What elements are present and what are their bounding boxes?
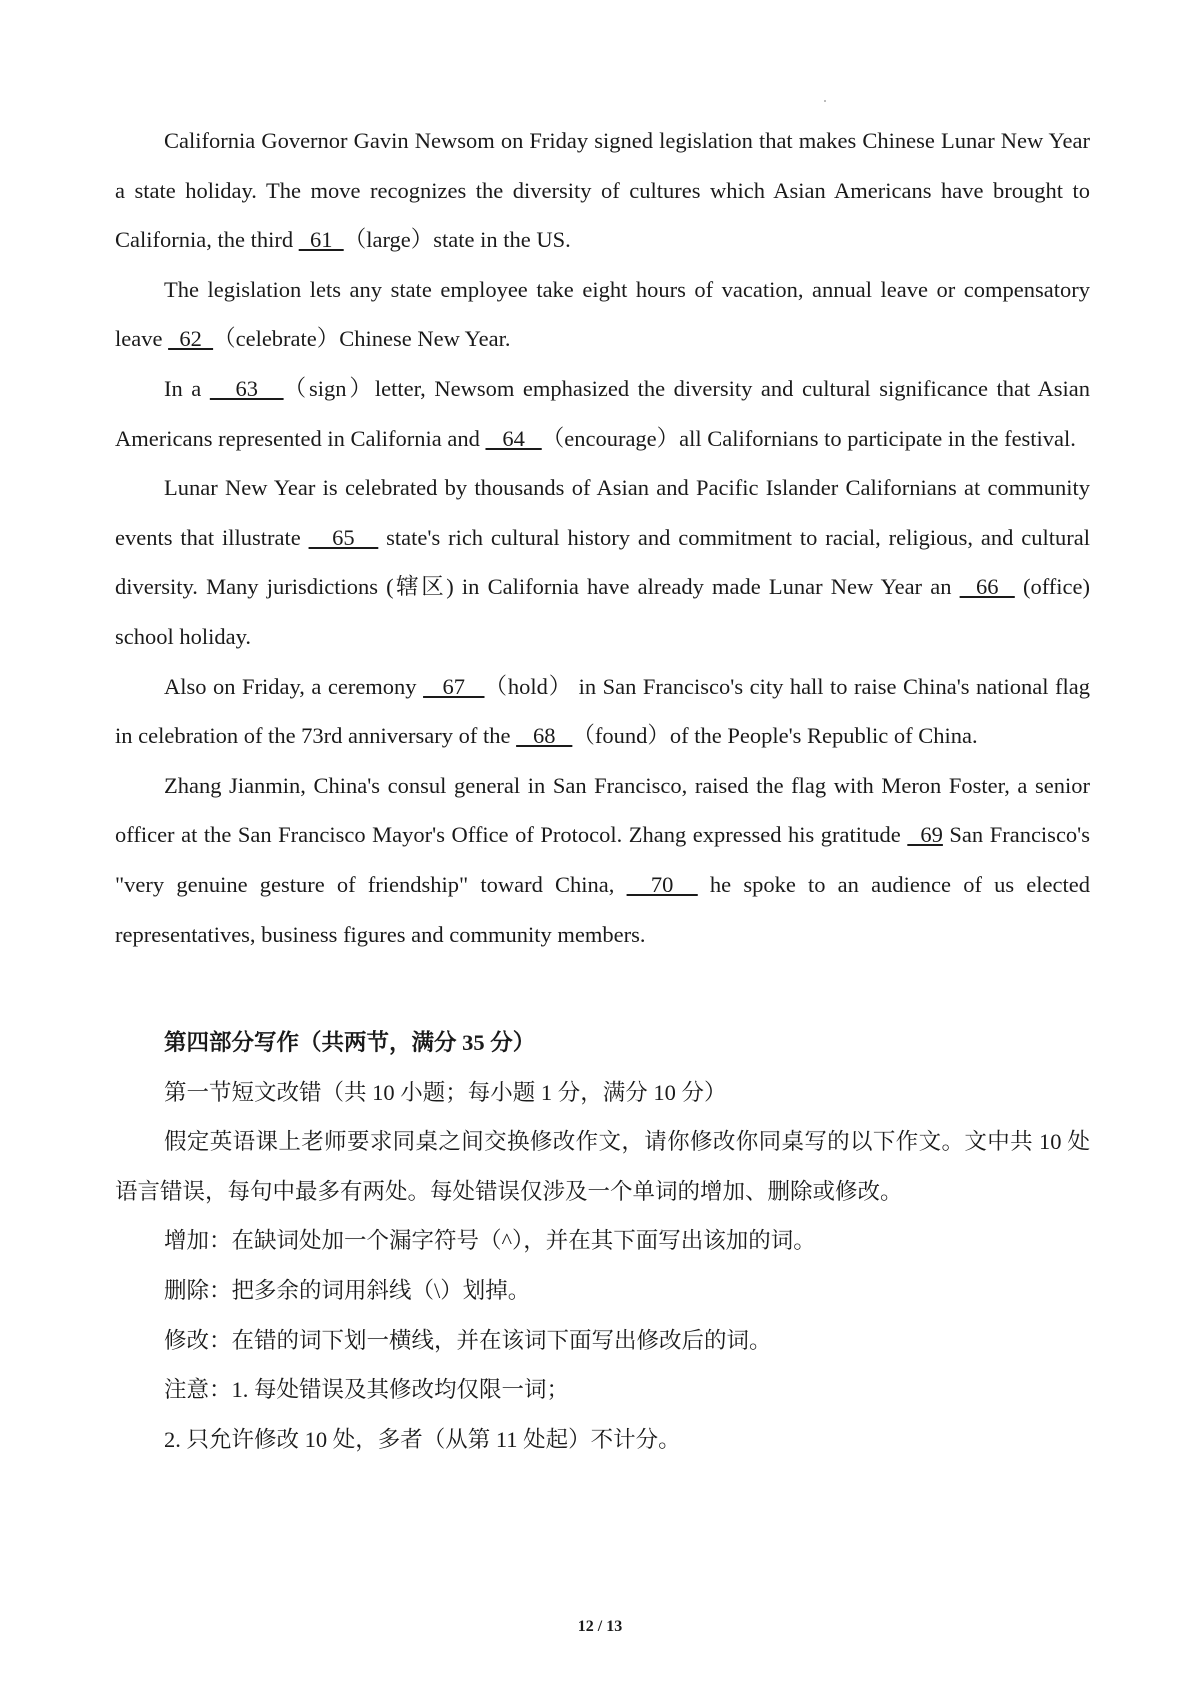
- paragraph-text: The legislation lets any state employee take eight hours of vacation, annual leave or compensatory leave: [115, 276, 1090, 352]
- blank-70: 70: [626, 871, 698, 897]
- paragraph-text: San Francisco's "very genuine gesture of friendship" toward China,: [115, 822, 1090, 897]
- paragraph-text: （hold） in San Francisco's city hall to raise China's national flag in celebration of the 73rd anniversary of the: [115, 673, 1090, 749]
- blank-69: 69: [907, 822, 943, 848]
- paragraph-4: [115, 463, 1090, 661]
- paragraph-text: he spoke to an audience of us elected representatives, business figures and community members.: [115, 871, 1090, 947]
- paragraph-text: （celebrate）Chinese New Year.: [213, 326, 511, 352]
- paragraph-6: [115, 761, 1090, 959]
- blank-61: 61: [298, 227, 344, 253]
- document-page: [115, 116, 1090, 1464]
- paragraph-5: [115, 662, 1090, 761]
- note-1: 注意：1. 每处错误及其修改均仅限一词；: [164, 1377, 570, 1403]
- paragraph-2: [115, 265, 1090, 364]
- paragraph-text: (office) school holiday.: [115, 574, 1091, 649]
- paragraph-text: （encourage）all Californians to participate in the festival.: [541, 425, 1076, 451]
- blank-68: 68: [516, 723, 573, 749]
- blank-63: 63: [209, 375, 284, 401]
- paragraph-text: In a: [164, 375, 210, 401]
- rule-modify: 修改：在错的词下划一横线，并在该词下面写出修改后的词。: [164, 1327, 772, 1353]
- paragraph-1: [115, 116, 1090, 265]
- blank-62: 62: [168, 326, 214, 352]
- blank-65: 65: [308, 524, 379, 550]
- blank-64: 64: [485, 425, 542, 451]
- sub-heading: 第一节短文改错（共 10 小题；每小题 1 分，满分 10 分）: [164, 1079, 727, 1105]
- page-number: 12 / 13: [577, 1618, 623, 1635]
- paragraph-text: （found）of the People's Republic of China.: [572, 723, 978, 749]
- note-2: 2. 只允许修改 10 处，多者（从第 11 处起）不计分。: [164, 1426, 681, 1452]
- paragraph-text: California Governor Gavin Newsom on Friday signed legislation that makes Chinese Lunar New Year a state holiday. The move recognizes the diversity of cultures which Asian Americans have brought to California, the third: [115, 128, 1090, 253]
- writing-section: [115, 1018, 1090, 1464]
- paragraph-text: （large）state in the US.: [343, 227, 571, 253]
- paragraph-text: Also on Friday, a ceremony: [164, 673, 424, 699]
- section-heading: 第四部分写作（共两节，满分 35 分）: [164, 1030, 536, 1056]
- paragraph-3: [115, 364, 1090, 463]
- blank-67: 67: [423, 673, 485, 699]
- paragraph-text: （sign）letter, Newsom emphasized the diversity and cultural significance that Asian Americans represented in California and: [115, 375, 1091, 451]
- rule-add: 增加：在缺词处加一个漏字符号（^），并在其下面写出该加的词。: [164, 1228, 816, 1254]
- instruction-text: 假定英语课上老师要求同桌之间交换修改作文，请你修改你同桌写的以下作文。文中共 10 处语言错误，每句中最多有两处。每处错误仅涉及一个单词的增加、删除或修改。: [115, 1129, 1090, 1204]
- paragraph-text: state's rich cultural history and commitment to racial, religious, and cultural diversity. Many jurisdictions (辖区) in California have already made Lunar New Year an: [115, 524, 1090, 600]
- rule-delete: 删除：把多余的词用斜线（\）划掉。: [164, 1278, 531, 1304]
- scan-speck: [824, 100, 826, 102]
- paragraph-text: Zhang Jianmin, China's consul general in San Francisco, raised the flag with Meron Foster, a senior officer at the San Francisco Mayor's Office of Protocol. Zhang expressed his gratitude: [115, 772, 1090, 848]
- paragraph-text: Lunar New Year is celebrated by thousands of Asian and Pacific Islander Californians at community events that illustrate: [115, 475, 1090, 550]
- blank-66: 66: [959, 574, 1015, 600]
